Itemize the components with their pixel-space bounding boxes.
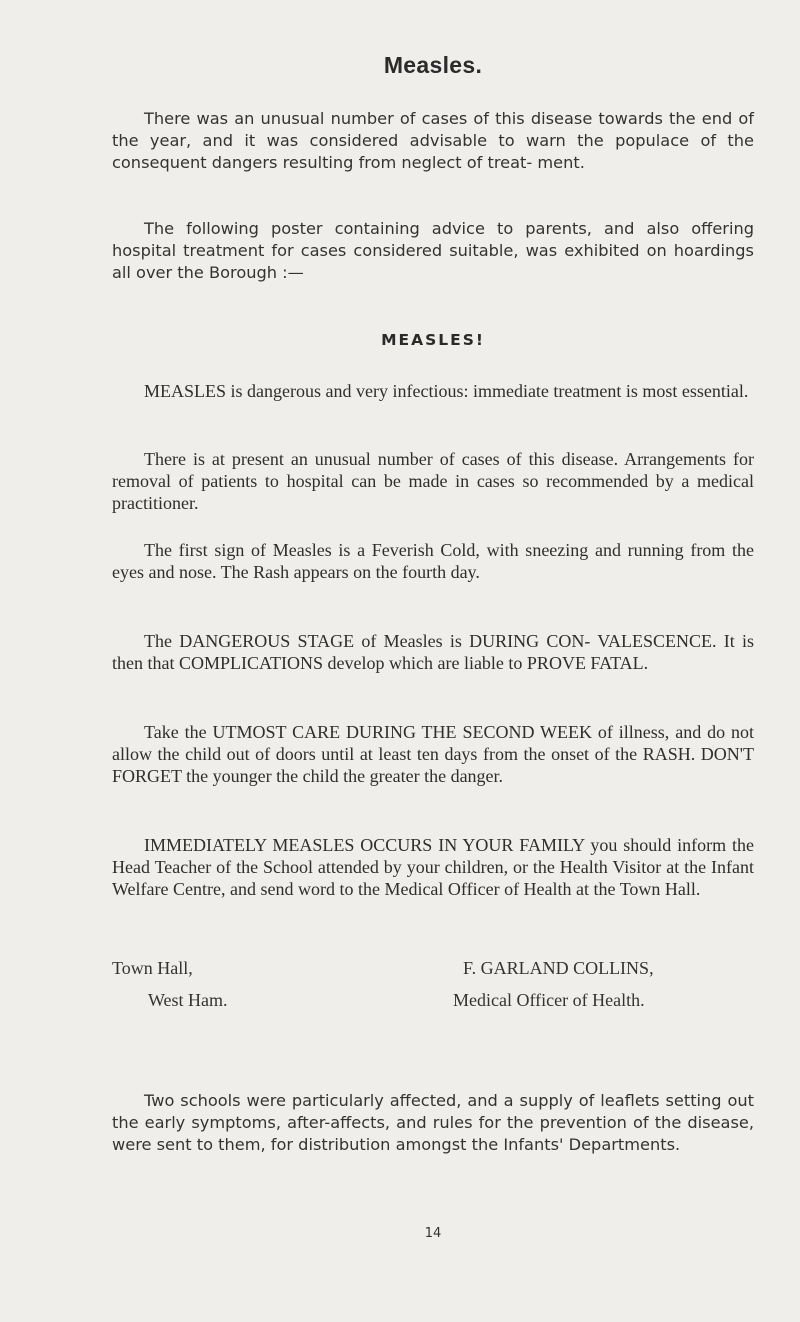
signature-address-line-2: West Ham. (148, 990, 228, 1010)
intro-paragraph-2: The following poster containing advice to parents, and also offering hospital treatment for cases considered suitable, was exhibited on hoardings all over the Borough :— (112, 219, 754, 282)
intro-paragraph-1: There was an unusual number of cases of this disease towards the end of the year, and it was considered advisable to warn the populace of the consequent dangers resulting from neglect of treat- ment. (112, 109, 754, 172)
page-title: Measles. (383, 52, 483, 78)
poster-paragraph-1: MEASLES is dangerous and very infectious: immediate treatment is most essential. (144, 381, 749, 401)
closing-paragraph: Two schools were particularly affected, and a supply of leaflets setting out the early symptoms, after-affects, and rules for the prevention of the disease, were sent to them, for distribution amongst the Infants' Departments. (112, 1091, 754, 1154)
poster-paragraph-5: Take the UTMOST CARE DURING THE SECOND WEEK of illness, and do not allow the child out of doors until at least ten days from the onset of the RASH. DON'T FORGET the younger the child the greater the danger. (112, 722, 754, 786)
page-number: 14 (424, 1226, 442, 1241)
poster-paragraph-4: The DANGEROUS STAGE of Measles is DURING CON- VALESCENCE. It is then that COMPLICATIONS develop which are liable to PROVE FATAL. (112, 631, 754, 673)
poster-paragraph-3: The first sign of Measles is a Feverish Cold, with sneezing and running from the eyes and nose. The Rash appears on the fourth day. (112, 540, 754, 582)
signature-role: Medical Officer of Health. (453, 990, 645, 1010)
poster-paragraph-6: IMMEDIATELY MEASLES OCCURS IN YOUR FAMILY you should inform the Head Teacher of the School attended by your children, or the Health Visitor at the Infant Welfare Centre, and send word to the Medical Officer of Health at the Town Hall. (112, 835, 754, 899)
poster-heading: MEASLES! (381, 331, 485, 349)
signature-address-line-1: Town Hall, (112, 958, 193, 978)
poster-paragraph-2: There is at present an unusual number of cases of this disease. Arrangements for removal of patients to hospital can be made in cases so recommended by a medical practitioner. (112, 449, 754, 513)
signature-name: F. GARLAND COLLINS, (463, 958, 654, 978)
